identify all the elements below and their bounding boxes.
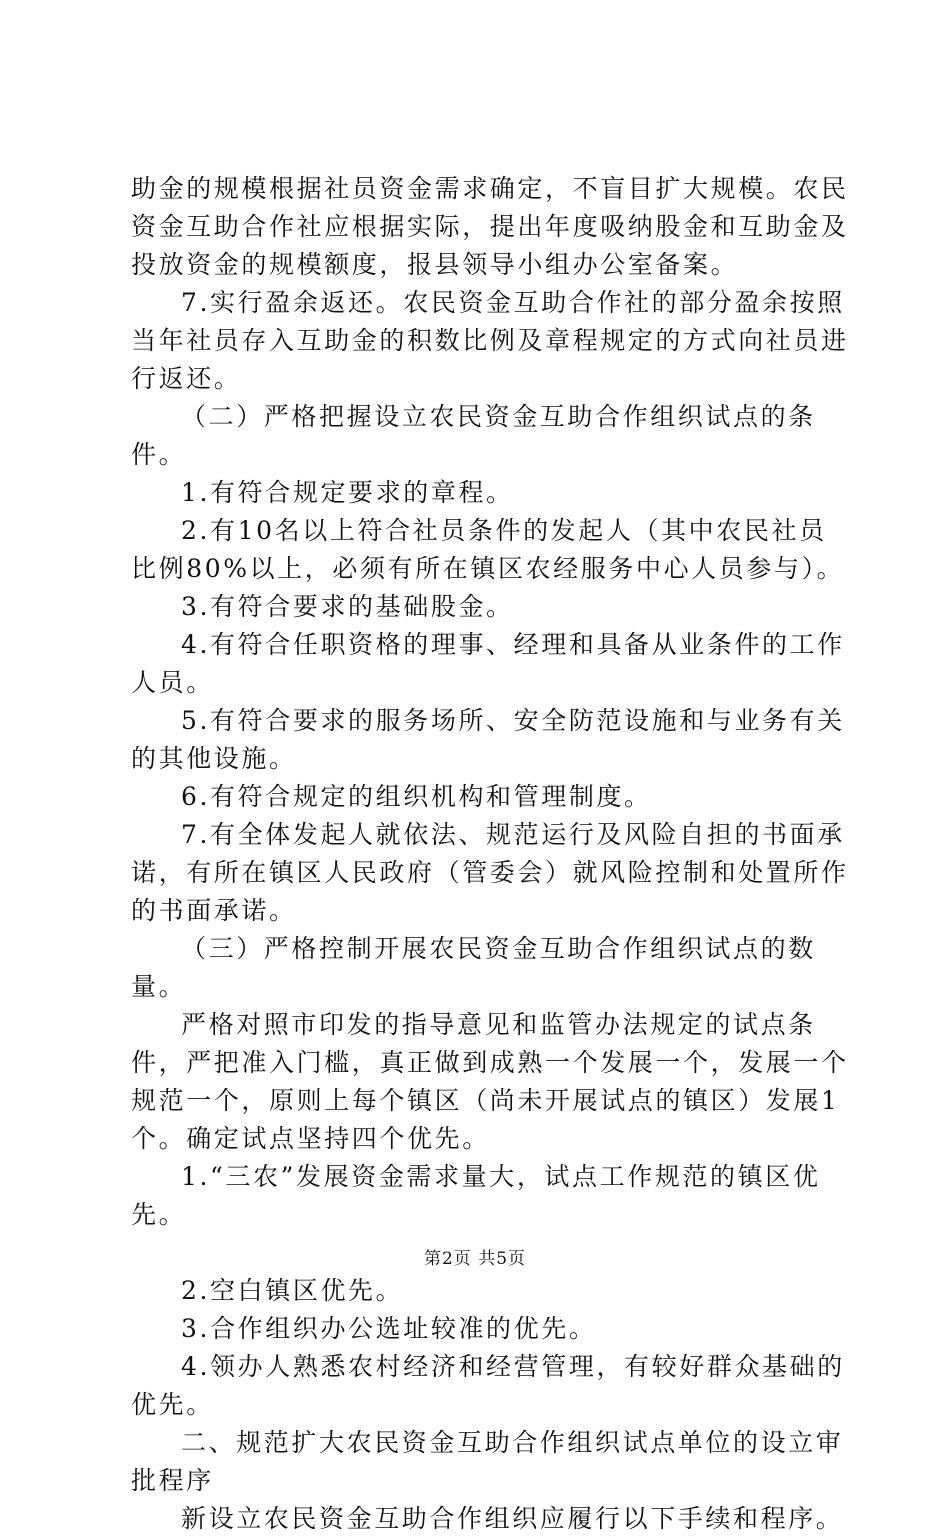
condition-item-3: 3.有符合要求的基础股金。 (181, 592, 514, 621)
chapter-heading-2: 二、规范扩大农民资金互助合作组织试点单位的设立审批程序 (131, 1428, 844, 1495)
document-body (131, 170, 851, 1538)
condition-item-2: 2.有10名以上符合社员条件的发起人（其中农民社员比例80%以上，必须有所在镇区农经服务中心人员参与）。 (131, 516, 845, 583)
condition-item-1: 1.有符合规定要求的章程。 (181, 478, 514, 507)
priority-item-3: 3.合作组织办公选址较准的优先。 (181, 1314, 597, 1343)
page-footer: 第2页 共5页 (423, 1249, 527, 1269)
priority-item-1: 1.“三农”发展资金需求量大，试点工作规范的镇区优先。 (131, 1162, 821, 1229)
paragraph-continuation: 助金的规模根据社员资金需求确定，不盲目扩大规模。农民资金互助合作社应根据实际，提出年度吸纳股金和互助金及投放资金的规模额度，报县领导小组办公室备案。 (131, 174, 849, 279)
priority-item-4: 4.领办人熟悉农村经济和经营管理，有较好群众基础的优先。 (131, 1352, 845, 1419)
condition-item-6: 6.有符合规定的组织机构和管理制度。 (181, 782, 652, 811)
condition-item-4: 4.有符合任职资格的理事、经理和具备从业条件的工作人员。 (131, 630, 845, 697)
paragraph-pilot-quota: 严格对照市印发的指导意见和监管办法规定的试点条件，严把准入门槛，真正做到成熟一个发展一个，发展一个规范一个，原则上每个镇区（尚未开展试点的镇区）发展1个。确定试点坚持四个优先。 (131, 1010, 849, 1153)
section-heading-3: （三）严格控制开展农民资金互助合作组织试点的数量。 (131, 934, 816, 1001)
condition-item-5: 5.有符合要求的服务场所、安全防范设施和与业务有关的其他设施。 (131, 706, 845, 773)
priority-item-2: 2.空白镇区优先。 (181, 1276, 404, 1305)
section-heading-2: （二）严格把握设立农民资金互助合作组织试点的条件。 (131, 402, 816, 469)
paragraph-procedure-intro: 新设立农民资金互助合作组织应履行以下手续和程序。 (181, 1504, 844, 1533)
condition-item-7: 7.有全体发起人就依法、规范运行及风险自担的书面承诺，有所在镇区人民政府（管委会）就风险控制和处置所作的书面承诺。 (131, 820, 849, 925)
paragraph-item-7-surplus: 7.实行盈余返还。农民资金互助合作社的部分盈余按照当年社员存入互助金的积数比例及章程规定的方式向社员进行返还。 (131, 288, 849, 393)
